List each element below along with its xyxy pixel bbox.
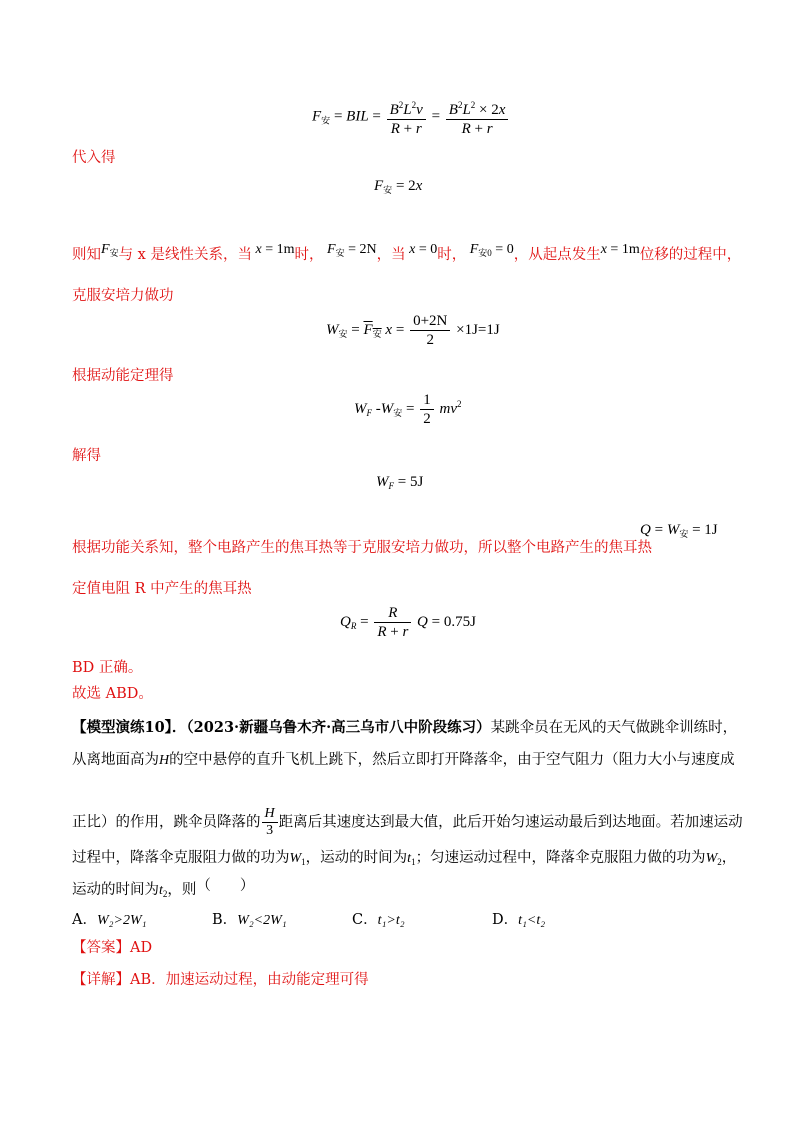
bd-correct-text: BD 正确。: [72, 660, 143, 676]
problem-line-5: 运动的时间为$t_2$，则（ ）: [72, 878, 255, 899]
problem-line-2: 从离地面高为H的空中悬停的直升飞机上跳下，然后立即打开降落伞，由于空气阻力（阻力大小与速度成: [72, 752, 735, 768]
problem-line-4: 过程中，降落伞克服阻力做的功为$W_1$，运动的时间为$t_1$；匀速运动过程中，降落伞克服阻力做的功为$W_2$，: [72, 850, 737, 867]
option-a[interactable]: A．W₂>2W₁: [72, 912, 147, 928]
problem-tag: 【模型演练10】．（2023·新疆乌鲁木齐·高三乌市八中阶段练习）: [72, 719, 491, 736]
equation-wf-result: $W_F = 5J$: [376, 474, 424, 491]
equation-kinetic-theorem: $W_F$ $-W_安$ = $\frac{1}{2}$ $mv^2$: [354, 392, 462, 427]
option-c[interactable]: C．t₁>t₂: [352, 912, 405, 928]
overcome-label: 克服安培力做功: [72, 288, 174, 304]
answer-text: 【答案】AD: [72, 940, 153, 956]
solve-label: 解得: [72, 448, 101, 464]
option-d[interactable]: D．t₁<t₂: [492, 912, 546, 928]
equation-q-total: $Q = W_安 = 1J$: [640, 522, 718, 539]
option-b[interactable]: B．W₂<2W₁: [212, 912, 287, 928]
problem-line-3: 正比）的作用，跳伞员降落的 $\frac{H}{3}$ 距离后其速度达到最大值，此后开始匀速运动最后到达地面。若加速运动: [72, 806, 743, 838]
theorem-label: 根据动能定理得: [72, 368, 174, 384]
resistor-label: 定值电阻 R 中产生的焦耳热: [72, 581, 252, 597]
equation-work-ampere: $W_安 = F_安$ x = $\frac{0+2N}{2}$ ×1J=1J: [326, 313, 500, 348]
energy-relation-text: 根据功能关系知，整个电路产生的焦耳热等于克服安培力做功，所以整个电路产生的焦耳热: [72, 540, 652, 556]
problem-line-1: 【模型演练10】．（2023·新疆乌鲁木齐·高三乌市八中阶段练习）某跳伞员在无风的天气做跳伞训练时，: [72, 719, 738, 736]
detail-text: 【详解】AB．加速运动过程，由动能定理可得: [72, 972, 369, 988]
equation-qr: $Q_R$ = $\frac{R}{R + r}$ Q = 0.75J: [340, 605, 476, 640]
linear-relation-line: 则知$F_安$与 x 是线性关系，当 x = 1m时， $F_安 = 2N$，当 x = 0时， $F_{安0} = 0$，从起点发生x = 1m位移的过程中，: [72, 242, 742, 263]
equation-force-linear: $F_安 = 2x$: [374, 178, 423, 195]
choose-text: 故选 ABD。: [72, 686, 153, 702]
substitute-label: 代入得: [72, 150, 116, 166]
equation-ampere-force: $F_安$ = BIL = $\frac{B^2L^2v}{R + r}$ = $\frac{B^2L^2 \times 2x}{R + r}$: [312, 96, 510, 138]
